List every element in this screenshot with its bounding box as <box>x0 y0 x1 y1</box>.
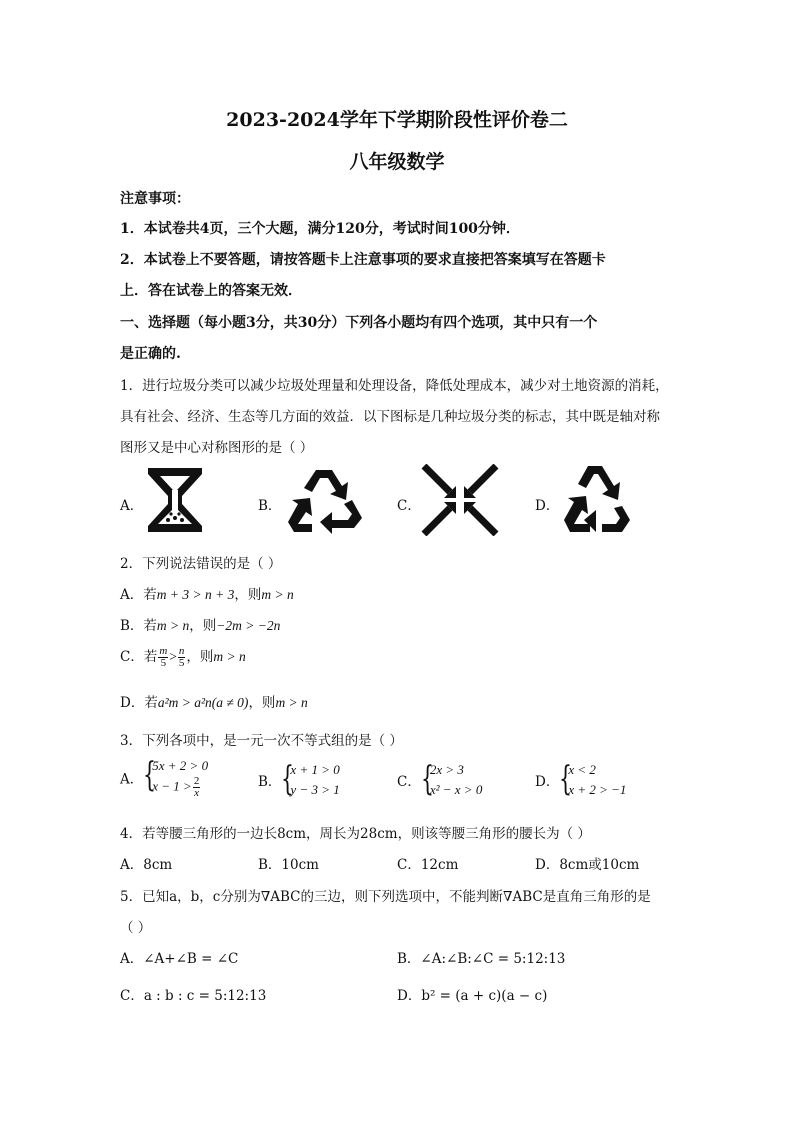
brace-icon: { <box>143 755 157 795</box>
q2-option-b-then: ，则 <box>189 618 217 634</box>
q2-option-d-condition: a²m > a²n(a ≠ 0) <box>157 695 249 710</box>
q2-option-b <box>120 614 280 634</box>
q3-option-a-row-2 <box>152 776 208 799</box>
q3-option-d-label: D． <box>535 774 560 790</box>
brace-icon: { <box>281 759 295 799</box>
q2-option-b-condition: m > n <box>156 618 190 633</box>
q2-option-a-condition: m + 3 > n + 3 <box>156 587 235 602</box>
q3-option-a-row-1: 5x + 2 > 0 <box>152 758 209 773</box>
q2-option-a-then: ，则 <box>234 587 262 603</box>
fraction-numerator: m <box>159 645 168 657</box>
hourglass-recycle-icon <box>144 464 206 536</box>
q3-option-a-system <box>143 756 208 799</box>
q3-option-a-fraction <box>193 776 201 799</box>
q3-stem: 3．下列各项中，是一元一次不等式组的是（ ） <box>120 733 403 749</box>
q1-option-b-label: B． <box>258 498 282 514</box>
q1-stem-line-2: 具有社会、经济、生态等几方面的效益．以下图标是几种垃圾分类的标志，其中既是轴对称 <box>120 409 660 425</box>
q2-option-b-result: −2m > −2n <box>216 618 281 633</box>
q2-option-c-then: ，则 <box>186 649 214 665</box>
fraction-denominator: x <box>194 787 200 799</box>
q2-option-c-label: C．若 <box>120 649 158 665</box>
q2-option-d-then: ，则 <box>248 695 276 711</box>
q3-option-b-row-2: y − 3 > 1 <box>290 782 340 797</box>
exam-title: 2023-2024学年下学期阶段性评价卷二 <box>226 109 568 131</box>
q3-option-c-row-1: 2x > 3 <box>429 762 464 777</box>
q2-option-a <box>120 583 294 603</box>
q2-option-c-gt: > <box>169 649 177 664</box>
q3-option-d-row-1: x < 2 <box>568 762 596 777</box>
q1-option-c-label: C． <box>397 498 421 514</box>
q3-option-b-system <box>281 760 339 800</box>
q2-option-a-result: m > n <box>261 587 294 602</box>
q4-stem: 4．若等腰三角形的一边长8cm，周长为28cm，则该等腰三角形的腰长为（ ） <box>120 826 591 842</box>
q5-option-d: D．b² = (a + c)(a − c) <box>397 988 548 1004</box>
brace-icon: { <box>559 759 573 799</box>
q1-stem-line-1: 1．进行垃圾分类可以减少垃圾处理量和处理设备，降低处理成本，减少对土地资源的消耗， <box>120 378 669 394</box>
q2-option-c-fraction-2 <box>178 646 186 669</box>
recycle-triangle-icon <box>282 464 366 536</box>
q2-option-a-label: A．若 <box>120 587 157 603</box>
q2-option-c <box>120 645 246 669</box>
q5-stem: 5．已知a，b，c分别为∇ABC的三边，则下列选项中，不能判断∇ABC是直角三角形的是 <box>120 889 651 905</box>
q5-option-b: B．∠A:∠B:∠C = 5:12:13 <box>397 951 566 967</box>
q3-option-c-system <box>421 760 482 800</box>
q3-option-b-row-1: x + 1 > 0 <box>290 762 340 777</box>
section-1-heading-cont: 是正确的. <box>120 346 181 362</box>
notice-item-2: 2．本试卷上不要答题，请按答题卡上注意事项的要求直接把答案填写在答题卡 <box>120 252 606 268</box>
fraction-denominator: 5 <box>178 657 185 669</box>
notice-item-1: 1．本试卷共4页，三个大题，满分120分，考试时间100分钟． <box>120 221 520 237</box>
notice-heading: 注意事项： <box>120 191 190 207</box>
q3-option-c-label: C． <box>397 774 421 790</box>
q2-option-b-label: B．若 <box>120 618 157 634</box>
q3-option-d <box>535 760 626 800</box>
q5-option-c: C．a : b : c = 5:12:13 <box>120 988 267 1004</box>
exam-subtitle: 八年级数学 <box>349 151 445 173</box>
recycle-arrows-icon <box>560 462 632 536</box>
q5-option-a: A．∠A+∠B = ∠C <box>120 951 239 967</box>
fraction-numerator: n <box>178 645 185 657</box>
q3-option-c <box>397 760 482 800</box>
notice-item-2-cont: 上．答在试卷上的答案无效． <box>120 283 302 299</box>
q3-option-b-label: B． <box>258 774 282 790</box>
q3-option-c-row-2: x² − x > 0 <box>429 782 483 797</box>
q3-option-d-system <box>559 760 626 800</box>
q2-option-d <box>120 691 308 711</box>
q2-option-d-result: m > n <box>275 695 308 710</box>
q1-option-d-label: D． <box>535 498 560 514</box>
q1-option-a-label: A． <box>120 498 144 514</box>
fraction-denominator: 5 <box>160 657 167 669</box>
section-1-heading: 一、选择题（每小题3分，共30分）下列各小题均有四个选项，其中只有一个 <box>120 315 598 331</box>
q2-stem: 2．下列说法错误的是（ ） <box>120 556 282 572</box>
converging-arrows-icon <box>420 464 500 536</box>
q5-stem-cont: （ ） <box>120 920 152 936</box>
q4-option-c: C．12cm <box>397 857 459 873</box>
q2-option-d-label: D．若 <box>120 695 158 711</box>
q3-option-a-label: A． <box>120 771 144 788</box>
fraction-numerator: 2 <box>193 775 200 787</box>
q4-option-b: B．10cm <box>258 857 319 873</box>
q3-option-a <box>120 756 208 799</box>
q4-option-a: A．8cm <box>120 857 173 873</box>
brace-icon: { <box>420 759 434 799</box>
q1-stem-line-3: 图形又是中心对称图形的是（ ） <box>120 440 314 456</box>
q4-option-d: D．8cm或10cm <box>535 857 640 873</box>
q2-option-c-fraction-1 <box>158 646 168 669</box>
q3-option-d-row-2: x + 2 > −1 <box>568 782 627 797</box>
q2-option-c-result: m > n <box>213 649 246 664</box>
inequality-left: x − 1 > <box>152 778 192 794</box>
q3-option-b <box>258 760 340 800</box>
